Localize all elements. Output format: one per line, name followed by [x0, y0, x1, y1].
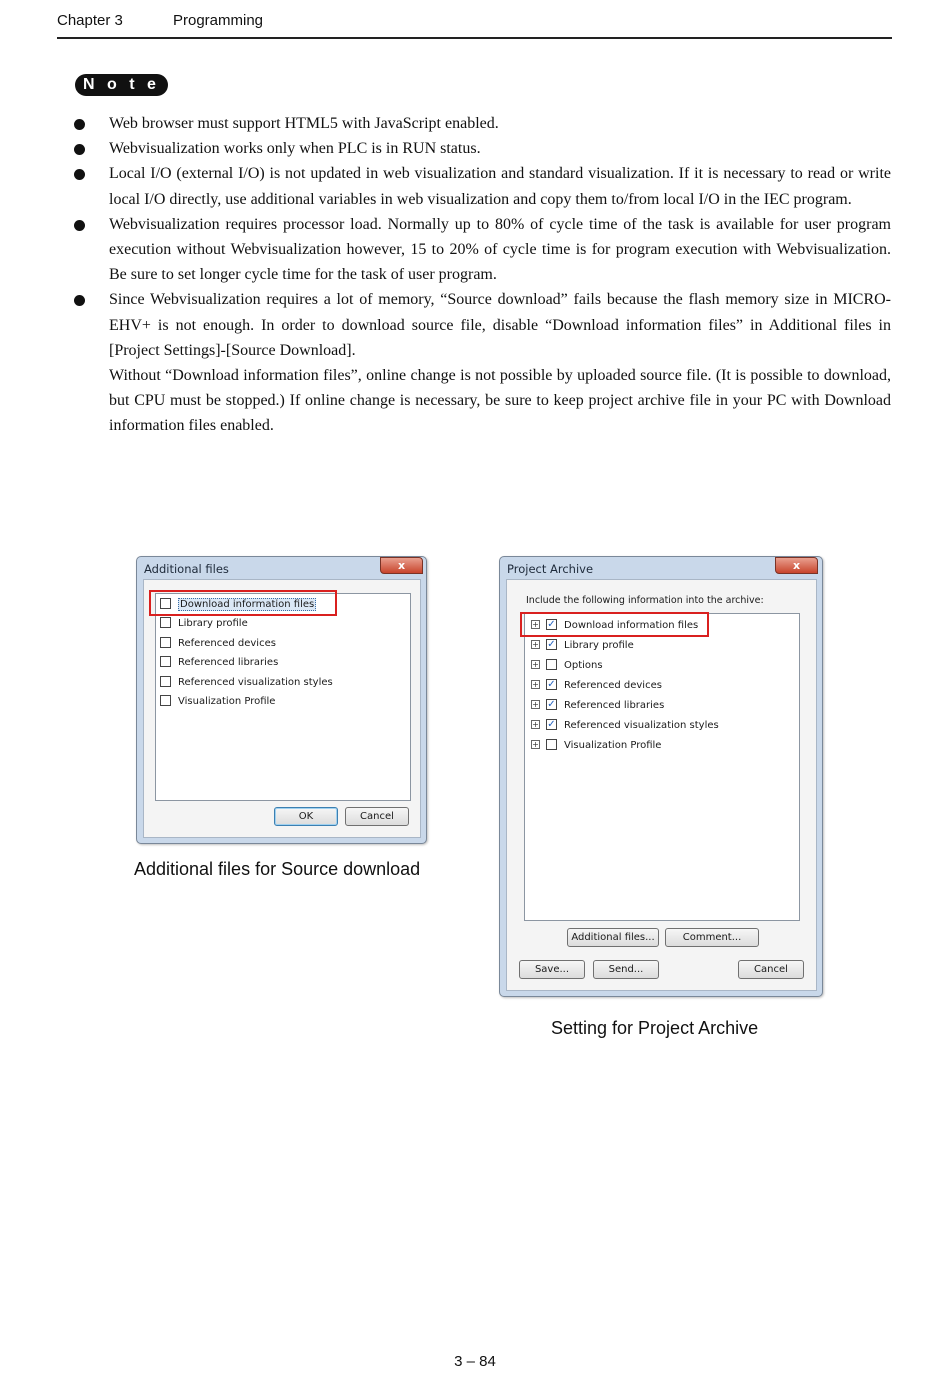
- archive-tree: [524, 613, 800, 921]
- tree-item[interactable]: [531, 699, 664, 713]
- note-text: Local I/O (external I/O) is not updated in web visualization and standard visualization. If it is necessary to read or write local I/O directly, use additional variables in web visualization and copy them to/from local I/O in the IEC program.: [109, 165, 891, 208]
- highlight-box: [149, 590, 337, 616]
- expand-icon[interactable]: +: [532, 739, 539, 749]
- save-button[interactable]: Save...: [519, 960, 585, 979]
- ok-button[interactable]: OK: [274, 807, 338, 826]
- checkbox[interactable]: ✓: [547, 638, 556, 650]
- note-text: Webvisualization requires processor load. Normally up to 80% of cycle time of the task is available for user program execution without Webvisualization however, 15 to 20% of cycle time is for program execution with Webvisualization. Be sure to set longer cycle time for the task of user program.: [109, 215, 891, 284]
- checkbox[interactable]: [160, 637, 171, 648]
- tree-item[interactable]: [531, 659, 603, 673]
- list-item[interactable]: [160, 656, 278, 670]
- additional-files-button[interactable]: Additional files...: [567, 928, 659, 947]
- note-item: [109, 111, 891, 136]
- list-item[interactable]: [160, 676, 333, 690]
- expand-icon[interactable]: +: [532, 639, 539, 649]
- note-list: [0, 111, 950, 439]
- expand-icon[interactable]: +: [532, 659, 539, 669]
- note-item: [109, 212, 891, 288]
- checkbox-label: Options: [564, 660, 603, 671]
- page-number: 3 – 84: [454, 1353, 496, 1370]
- checkbox[interactable]: ✓: [547, 618, 556, 630]
- tree-item[interactable]: [531, 679, 662, 693]
- note-continuation: [109, 363, 891, 439]
- close-icon[interactable]: x: [380, 557, 423, 574]
- cancel-button[interactable]: Cancel: [738, 960, 804, 979]
- checkbox[interactable]: [160, 676, 171, 687]
- cancel-button[interactable]: Cancel: [345, 807, 409, 826]
- dialog-title: Additional files: [144, 562, 229, 576]
- checkbox-label: Referenced visualization styles: [178, 677, 333, 688]
- note-text: Webvisualization works only when PLC is in RUN status.: [109, 140, 481, 158]
- checkbox-label: Download information files: [180, 599, 315, 610]
- chapter-title: Programming: [173, 12, 264, 29]
- note-text: Without “Download information files”, online change is not possible by uploaded source file. (It is possible to download, but CPU must be stopped.) If online change is necessary, be sure to keep project archive file in your PC with Download information files enabled.: [109, 367, 891, 435]
- checkbox[interactable]: [160, 695, 171, 706]
- note-item: [109, 161, 891, 211]
- expand-icon[interactable]: +: [532, 699, 539, 709]
- checkbox[interactable]: [546, 739, 557, 750]
- tree-item[interactable]: [531, 739, 661, 753]
- group-label: Include the following information into the archive:: [526, 595, 764, 606]
- checkbox-label: Download information files: [564, 620, 699, 631]
- checkbox[interactable]: ✓: [547, 678, 556, 690]
- figure-caption: Additional files for Source download: [134, 859, 421, 879]
- checkbox-label: Referenced libraries: [178, 657, 279, 668]
- close-icon[interactable]: x: [775, 557, 818, 574]
- list-item[interactable]: [160, 617, 248, 631]
- expand-icon[interactable]: +: [532, 619, 539, 629]
- checkbox-label: Referenced visualization styles: [564, 720, 719, 731]
- note-item: [109, 287, 891, 363]
- list-item[interactable]: [160, 695, 275, 709]
- checkbox-label: Library profile: [178, 618, 248, 629]
- chapter-label: Chapter 3: [57, 12, 123, 29]
- note-item: [109, 136, 891, 161]
- bullet-icon: [74, 169, 85, 180]
- checkbox-label: Visualization Profile: [178, 696, 276, 707]
- list-item[interactable]: [160, 637, 276, 651]
- expand-icon[interactable]: +: [532, 719, 539, 729]
- dialog-title: Project Archive: [507, 562, 594, 576]
- checkbox-label: Referenced devices: [564, 680, 662, 691]
- note-text: Web browser must support HTML5 with JavaScript enabled.: [109, 115, 499, 132]
- note-badge: N o t e: [75, 74, 168, 96]
- send-button[interactable]: Send...: [593, 960, 659, 979]
- checkbox[interactable]: ✓: [547, 718, 556, 730]
- checkbox[interactable]: ✓: [547, 698, 556, 710]
- page-header: [57, 10, 892, 39]
- figure-caption: Setting for Project Archive: [551, 1018, 759, 1038]
- dialog-body: [143, 579, 421, 838]
- checkbox[interactable]: [160, 656, 171, 667]
- checkbox-label: Referenced devices: [178, 638, 276, 649]
- bullet-icon: [74, 119, 85, 130]
- project-archive-dialog: [499, 556, 823, 997]
- checkbox[interactable]: [546, 659, 557, 670]
- checkbox-label: Library profile: [564, 640, 634, 651]
- file-checklist: [155, 593, 411, 801]
- checkbox-label: Visualization Profile: [564, 740, 662, 751]
- checkbox-label: Referenced libraries: [564, 700, 665, 711]
- bullet-icon: [74, 295, 85, 306]
- highlight-box: [520, 612, 709, 637]
- bullet-icon: [74, 220, 85, 231]
- dialog-body: [506, 579, 817, 991]
- note-text: Since Webvisualization requires a lot of memory, “Source download” fails because the flash memory size in MICRO-EHV+ is not enough. In order to download source file, disable “Download information files” in Additional files in [Project Settings]-[Source Download].: [109, 291, 891, 359]
- checkbox[interactable]: [160, 617, 171, 628]
- additional-files-dialog: [136, 556, 427, 844]
- expand-icon[interactable]: +: [532, 679, 539, 689]
- tree-item[interactable]: [531, 719, 719, 733]
- comment-button[interactable]: Comment...: [665, 928, 759, 947]
- tree-item[interactable]: [531, 639, 634, 653]
- bullet-icon: [74, 144, 85, 155]
